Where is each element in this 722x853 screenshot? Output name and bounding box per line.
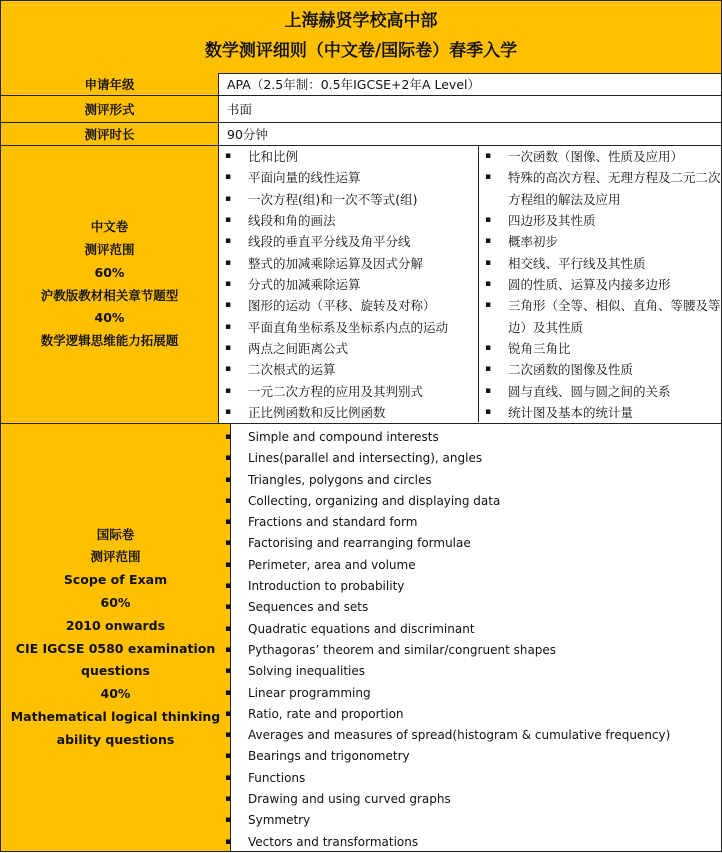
international-exam-label: [1, 424, 231, 851]
intl-label-line: 60%: [100, 594, 131, 610]
topic-item: ▪ Functions: [219, 768, 719, 789]
topic-item: ▪ 四边形及其性质: [479, 210, 722, 231]
topic-item: ▪ Vectors and transformations: [219, 832, 719, 853]
topic-item: ▪ 统计图及基本的统计量: [479, 402, 722, 423]
duration-value: 90分钟: [227, 127, 268, 142]
apply-grade-row: [1, 73, 721, 96]
international-exam-row: [1, 424, 721, 851]
topic-item: ▪ Factorising and rearranging formulae: [219, 533, 719, 554]
topic-item: ▪ Linear programming: [219, 683, 719, 704]
intl-label-line: Scope of Exam: [63, 572, 168, 588]
apply-grade-label: 申请年级: [1, 73, 219, 95]
duration-label: 测评时长: [1, 123, 219, 145]
chinese-label-line: 中文卷: [90, 219, 129, 235]
topic-item: ▪ Quadratic equations and discriminant: [219, 619, 719, 640]
topic-item: ▪ Drawing and using curved graphs: [219, 789, 719, 810]
topic-item: ▪ 线段和角的画法: [219, 210, 477, 231]
format-label: 测评形式: [1, 96, 219, 122]
topic-item: ▪ 线段的垂直平分线及角平分线: [219, 231, 477, 252]
topic-item: ▪ Perimeter, area and volume: [219, 555, 719, 576]
topic-item: ▪ 图形的运动（平移、旋转及对称）: [219, 295, 477, 316]
topic-item: ▪ Solving inequalities: [219, 661, 719, 682]
topic-item: ▪ 一元二次方程的应用及其判别式: [219, 381, 477, 402]
topic-item: ▪ 正比例函数和反比例函数: [219, 402, 477, 423]
topic-item: ▪ 概率初步: [479, 231, 722, 252]
topic-item: ▪ 平面直角坐标系及坐标系内点的运动: [219, 317, 477, 338]
chinese-exam-row: [1, 146, 721, 424]
chinese-label-line: 40%: [94, 310, 125, 326]
topic-item: ▪ Symmetry: [219, 810, 719, 831]
topic-item: ▪ Sequences and sets: [219, 597, 719, 618]
apply-grade-value: APA（2.5年制：0.5年IGCSE+2年A Level）: [227, 77, 480, 92]
topic-item: ▪ Collecting, organizing and displaying data: [219, 491, 719, 512]
intl-label-line: 40%: [100, 686, 131, 702]
topic-item: ▪ 一次函数（图像、性质及应用）: [479, 146, 722, 167]
topic-item: ▪ Simple and compound interests: [219, 427, 719, 448]
intl-label-line: 2010 onwards: [65, 617, 166, 633]
title-block: [1, 1, 721, 74]
chinese-topics-right: [478, 146, 722, 422]
topic-item: ▪ 二次函数的图像及性质: [479, 359, 722, 380]
chinese-label-line: 沪教版教材相关章节题型: [40, 287, 179, 303]
duration-row: [1, 123, 721, 146]
topic-item: ▪ 分式的加减乘除运算: [219, 274, 477, 295]
topic-item: ▪ 圆与直线、圆与圆之间的关系: [479, 381, 722, 402]
topic-item: ▪ 锐角三角比: [479, 338, 722, 359]
topic-item: ▪ Triangles, polygons and circles: [219, 470, 719, 491]
topic-item: ▪ Introduction to probability: [219, 576, 719, 597]
topic-item: ▪ 比和比例: [219, 146, 477, 167]
chinese-label-line: 60%: [94, 264, 125, 280]
format-row: [1, 96, 721, 123]
intl-label-line: Mathematical logical thinking ability questions: [10, 708, 221, 747]
document-title: 数学测评细则（中文卷/国际卷）春季入学: [204, 41, 518, 61]
topic-item: ▪ 三角形（全等、相似、直角、等腰及等边）及其性质: [479, 295, 722, 338]
topic-item: ▪ 一次方程(组)和一次不等式(组): [219, 189, 477, 210]
topic-item: ▪ Lines(parallel and intersecting), angles: [219, 448, 719, 469]
topic-item: ▪ 特殊的高次方程、无理方程及二元二次方程组的解法及应用: [479, 167, 722, 210]
topic-item: ▪ 圆的性质、运算及内接多边形: [479, 274, 722, 295]
intl-label-line: 测评范围: [90, 549, 141, 565]
chinese-label-line: 测评范围: [84, 241, 135, 257]
chinese-label-line: 数学逻辑思维能力拓展题: [40, 333, 179, 349]
intl-label-line: CIE IGCSE 0580 examination questions: [15, 640, 216, 679]
topic-item: ▪ 两点之间距离公式: [219, 338, 477, 359]
topic-item: ▪ Fractions and standard form: [219, 512, 719, 533]
topic-item: ▪ Ratio, rate and proportion: [219, 704, 719, 725]
topic-item: ▪ Bearings and trigonometry: [219, 746, 719, 767]
chinese-exam-label: [1, 146, 219, 423]
intl-label-line: 国际卷: [96, 526, 135, 542]
topic-item: ▪ 二次根式的运算: [219, 359, 477, 380]
international-topics: [219, 427, 719, 853]
format-value: 书面: [227, 102, 253, 117]
topic-item: ▪ Averages and measures of spread(histogram & cumulative frequency): [219, 725, 719, 746]
topic-item: ▪ 整式的加减乘除运算及因式分解: [219, 253, 477, 274]
chinese-topics-left: [219, 146, 477, 423]
topic-item: ▪ Pythagoras’ theorem and similar/congruent shapes: [219, 640, 719, 661]
topic-item: ▪ 平面向量的线性运算: [219, 167, 477, 188]
school-title: 上海赫贤学校高中部: [284, 11, 438, 31]
topic-item: ▪ 相交线、平行线及其性质: [479, 253, 722, 274]
